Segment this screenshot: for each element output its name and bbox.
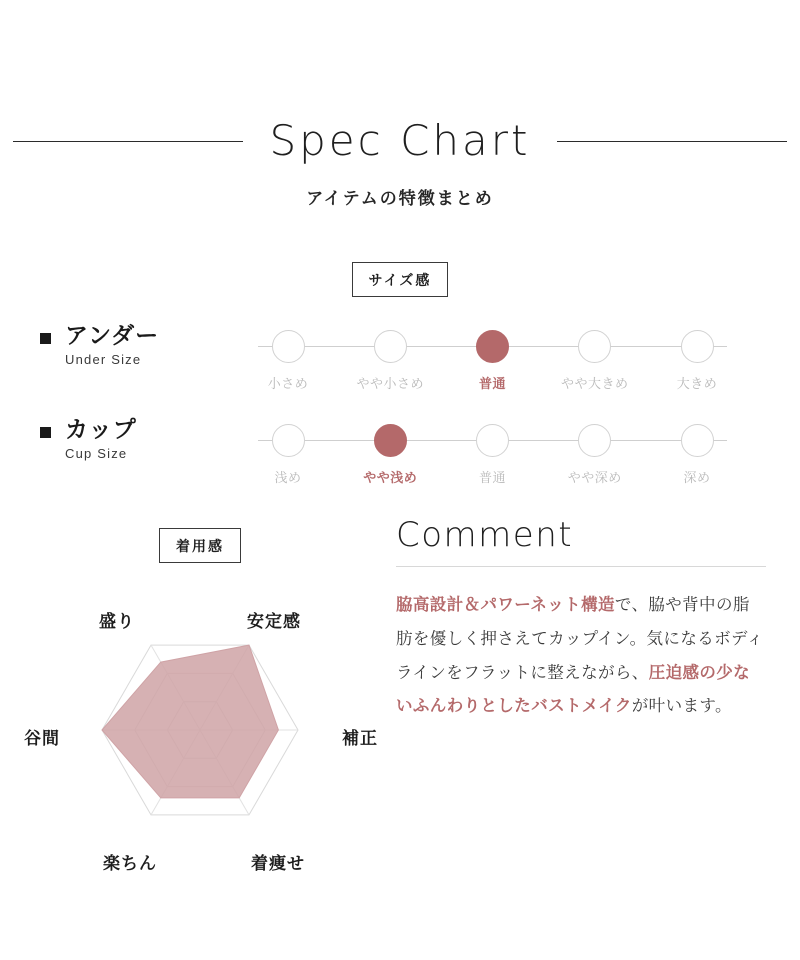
scale-dots-under <box>240 330 745 392</box>
comment-text <box>396 589 766 724</box>
scale-option-selected[interactable] <box>342 424 438 486</box>
scale-dot <box>681 424 714 457</box>
scale-dot <box>272 330 305 363</box>
scale-option-selected[interactable] <box>445 330 541 392</box>
comment-plain: で、脇や背中の脂肪を優しく押さえてカップイン。気になるボディラインをフラットに整えながら、 <box>396 596 764 682</box>
scale-option[interactable] <box>240 330 336 392</box>
scale-dot <box>681 330 714 363</box>
comment-highlight: 圧迫感の少ないふんわりとしたバストメイク <box>396 663 751 716</box>
scale-option-label: やや深め <box>567 470 622 485</box>
page-title: Spec Chart <box>269 116 531 165</box>
scale-option-label: やや大きめ <box>560 376 629 391</box>
row-label-en-under: Under Size <box>65 352 142 368</box>
wear-section-label: 着用感 <box>159 528 241 563</box>
row-label-ja-under: アンダー <box>65 322 160 348</box>
scale-dot <box>476 424 509 457</box>
radar-axis-label: 盛り <box>99 612 135 632</box>
radar-axis-label: 谷間 <box>24 729 60 748</box>
scale-option-label: やや小さめ <box>356 376 424 391</box>
wear-section-label-wrap <box>30 528 370 563</box>
comment-divider <box>396 566 766 567</box>
radar-chart <box>20 580 380 880</box>
row-label-ja-cup: カップ <box>65 416 137 442</box>
comment-plain: が叶います。 <box>631 697 732 716</box>
row-name-cup <box>40 416 137 461</box>
radar-chart-svg <box>20 580 380 880</box>
page-subtitle: アイテムの特徴まとめ <box>306 189 494 208</box>
page-header <box>0 116 800 209</box>
scale-dot <box>578 424 611 457</box>
scale-option-label: 普通 <box>478 470 506 485</box>
scale-cup <box>240 424 745 490</box>
scale-option-label: やや浅め <box>363 470 418 485</box>
scale-dots-cup <box>240 424 745 486</box>
comment-title: Comment <box>396 515 574 555</box>
scale-under <box>240 330 745 396</box>
scale-option[interactable] <box>547 424 643 486</box>
scale-option[interactable] <box>240 424 336 486</box>
scale-option[interactable] <box>547 330 643 392</box>
bullet-icon <box>40 333 51 344</box>
scale-dot-active <box>374 424 407 457</box>
scale-dot <box>374 330 407 363</box>
scale-option[interactable] <box>445 424 541 486</box>
scale-dot <box>272 424 305 457</box>
scale-option-label: 大きめ <box>676 376 718 391</box>
scale-row-under <box>0 312 800 402</box>
comment-highlight: 脇高設計＆パワーネット構造 <box>396 596 615 614</box>
scale-dot <box>578 330 611 363</box>
bullet-icon <box>40 427 51 438</box>
scale-option[interactable] <box>342 330 438 392</box>
comment-block <box>396 515 766 724</box>
scale-dot-active <box>476 330 509 363</box>
scale-option-label: 深め <box>683 470 711 485</box>
title-row <box>0 116 800 165</box>
scale-option[interactable] <box>649 330 745 392</box>
scale-option-label: 小さめ <box>267 376 309 391</box>
radar-axis-label: 楽ちん <box>103 853 157 873</box>
row-label-en-cup: Cup Size <box>65 446 128 462</box>
scale-option[interactable] <box>649 424 745 486</box>
title-rule-left <box>13 141 243 142</box>
radar-axis-label: 安定感 <box>247 612 301 632</box>
size-section-label: サイズ感 <box>352 262 449 297</box>
scale-option-label: 浅め <box>274 470 302 485</box>
radar-axis-label: 補正 <box>342 729 378 748</box>
row-name-under <box>40 322 159 367</box>
size-section-label-wrap <box>0 262 800 297</box>
scale-row-cup <box>0 406 800 496</box>
radar-axis-label: 着痩せ <box>251 853 305 873</box>
scale-option-label: 普通 <box>478 376 506 391</box>
title-rule-right <box>557 141 787 142</box>
